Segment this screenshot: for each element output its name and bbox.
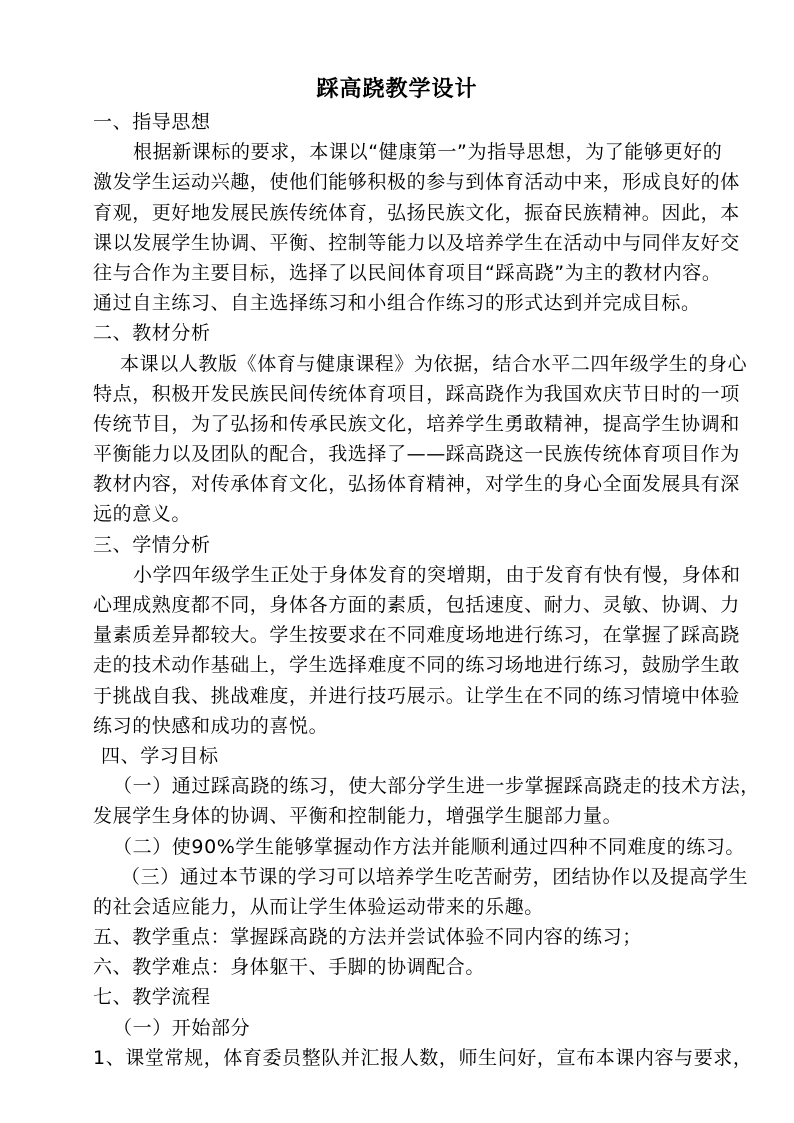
paragraph-line: 练习的快感和成功的喜悦。	[93, 714, 329, 737]
section-heading: 五、教学重点：掌握踩高跷的方法并尝试体验不同内容的练习；	[93, 926, 642, 949]
subsection-heading: （一）开始部分	[113, 1016, 251, 1039]
paragraph-line: 往与合作为主要目标，选择了以民间体育项目“踩高跷”为主的教材内容。	[93, 261, 722, 284]
paragraph-line: 课以发展学生协调、平衡、控制等能力以及培养学生在活动中与同伴友好交	[93, 231, 740, 254]
paragraph-line: 平衡能力以及团队的配合，我选择了——踩高跷这一民族传统体育项目作为	[93, 443, 740, 466]
paragraph-line: 特点，积极开发民族民间传统体育项目，踩高跷作为我国欢庆节日时的一项	[93, 382, 740, 405]
paragraph-line: 1、课堂常规，体育委员整队并汇报人数，师生问好，宣布本课内容与要求，	[93, 1046, 753, 1069]
paragraph-line: 通过自主练习、自主选择练习和小组合作练习的形式达到并完成目标。	[93, 292, 701, 315]
paragraph-line: 远的意义。	[93, 503, 192, 526]
paragraph-line: 激发学生运动兴趣，使他们能够积极的参与到体育活动中来，形成良好的体	[93, 171, 740, 194]
paragraph-line: 的社会适应能力，从而让学生体验运动带来的乐趣。	[93, 895, 544, 918]
paragraph-line: 教材内容，对传承体育文化，弘扬体育精神，对学生的身心全面发展具有深	[93, 473, 740, 496]
paragraph-line: 育观，更好地发展民族传统体育，弘扬民族文化，振奋民族精神。因此，本	[93, 201, 740, 224]
paragraph-line: 本课以人教版《体育与健康课程》为依据，结合水平二四年级学生的身心	[120, 352, 748, 375]
section-heading: 四、学习目标	[101, 744, 219, 767]
section-heading: 七、教学流程	[93, 986, 211, 1009]
paragraph-line: 走的技术动作基础上，学生选择难度不同的练习场地进行练习，鼓励学生敢	[93, 654, 740, 677]
section-heading: 三、学情分析	[93, 533, 211, 556]
document-title: 踩高跷教学设计	[316, 76, 478, 102]
paragraph-line: 传统节目，为了弘扬和传承民族文化，培养学生勇敢精神，提高学生协调和	[93, 412, 740, 435]
paragraph-line: 心理成熟度都不同，身体各方面的素质，包括速度、耐力、灵敏、协调、力	[93, 594, 740, 616]
paragraph-line: （一）通过踩高跷的练习，使大部分学生进一步掌握踩高跷走的技术方法，	[113, 775, 760, 798]
section-heading: 一、指导思想	[93, 111, 211, 133]
paragraph-line: 量素质差异都较大。学生按要求在不同难度场地进行练习，在掌握了踩高跷	[93, 624, 740, 647]
document-body	[93, 107, 760, 1073]
paragraph-line: （二）使90%学生能够掌握动作方法并能顺利通过四种不同难度的练习。	[113, 835, 746, 858]
paragraph-line: 于挑战自我、挑战难度，并进行技巧展示。让学生在不同的练习情境中体验	[93, 684, 740, 707]
paragraph-line: （三）通过本节课的学习可以培养学生吃苦耐劳，团结协作以及提高学生	[121, 865, 749, 888]
section-heading: 六、教学难点：身体躯干、手脚的协调配合。	[93, 956, 486, 979]
paragraph-line: 发展学生身体的协调、平衡和控制能力，增强学生腿部力量。	[93, 805, 623, 828]
paragraph-line: 根据新课标的要求，本课以“健康第一”为指导思想，为了能够更好的	[133, 141, 723, 164]
paragraph-line: 小学四年级学生正处于身体发育的突增期，由于发育有快有慢，身体和	[133, 563, 741, 586]
section-heading: 二、教材分析	[93, 322, 211, 345]
